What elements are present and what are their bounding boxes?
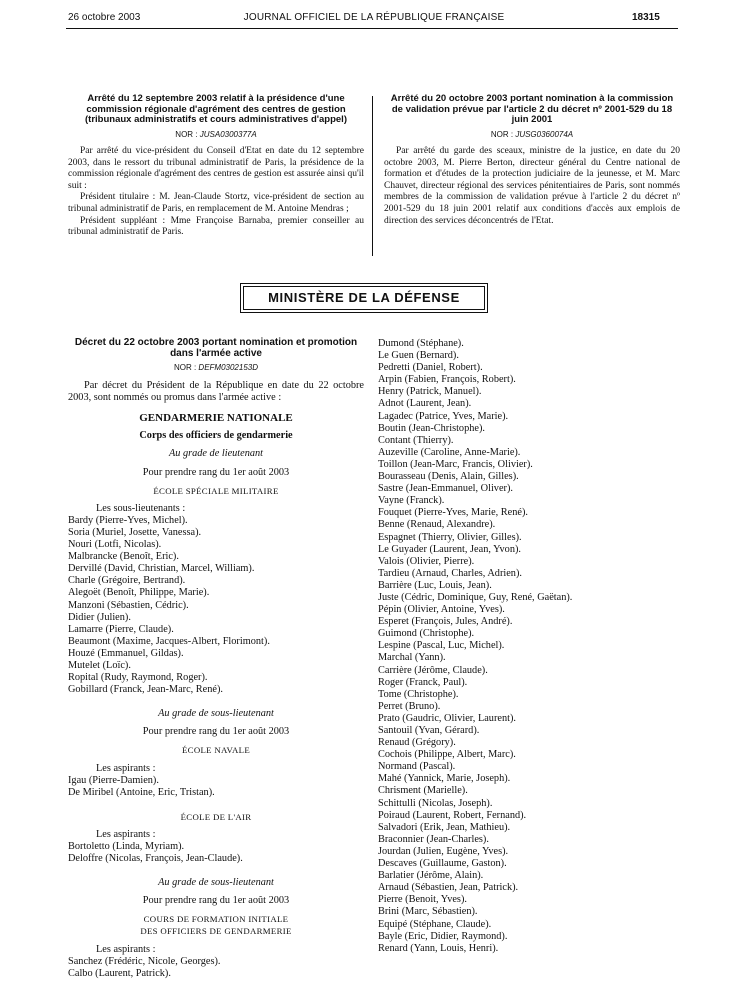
- list-item: Cochois (Philippe, Albert, Marc).: [378, 749, 516, 761]
- list-item: Benne (Renaud, Alexandre).: [378, 519, 496, 531]
- list-item: Prato (Gaudric, Olivier, Laurent).: [378, 712, 516, 724]
- list-item: Santouil (Yvan, Gérard).: [378, 725, 480, 736]
- list-item: Charle (Grégoire, Bertrand).: [68, 575, 186, 587]
- article-top-right: [384, 94, 680, 227]
- list-item: Le Guyader (Laurent, Jean, Yvon).: [378, 543, 521, 555]
- list-item: Poiraud (Laurent, Robert, Fernand).: [378, 809, 527, 821]
- school-heading: DES OFFICIERS DE GENDARMERIE: [140, 926, 292, 937]
- list-item: Ropital (Rudy, Raymond, Roger).: [68, 672, 208, 684]
- article-paragraph: Par arrêté du garde des sceaux, ministre de la justice, en date du 20 octobre 2003, M. Pierre Berton, directeur général du Centre national de formation et d'études de la protection judiciaire de la jeunesse, et M. Marc Chauvet, directeur régional des services pénitentiaires de Paris, sont nommés membres de la commission de validation prévue à l'article 2 du décret nº 2001-529 du 18 juin 2001 relatif aux conditions d'accès aux emplois de direction des services déconcentrés de l'Etat.: [384, 146, 680, 226]
- list-item: Bourasseau (Denis, Alain, Gilles).: [378, 471, 519, 483]
- decree-title: Décret du 22 octobre 2003 portant nomination et promotion dans l'armée active: [74, 337, 358, 359]
- list-item: Descaves (Guillaume, Gaston).: [378, 858, 507, 870]
- list-item: Esperet (François, Jules, André).: [378, 616, 513, 628]
- list-item: Dumond (Stéphane).: [378, 338, 464, 349]
- nor-reference: NOR : JUSG0360074A: [490, 129, 574, 139]
- list-item: Malbrancke (Benoît, Eric).: [68, 551, 179, 563]
- name-list: [68, 956, 364, 980]
- list-item: Barlatier (Jérôme, Alain).: [378, 870, 484, 882]
- list-item: Toillon (Jean-Marc, Francis, Olivier).: [378, 458, 533, 470]
- list-label: Les aspirants :: [96, 828, 156, 840]
- list-item: Calbo (Laurent, Patrick).: [68, 967, 171, 979]
- list-item: Pierre (Benoit, Yves).: [378, 894, 467, 906]
- list-item: Chrisment (Marielle).: [378, 785, 468, 797]
- list-item: Marchal (Yann).: [378, 652, 446, 664]
- list-label: Les aspirants :: [96, 762, 156, 774]
- list-item: Didier (Julien).: [68, 611, 131, 623]
- list-item: Le Guen (Bernard).: [378, 350, 459, 362]
- section-corps: Corps des officiers de gendarmerie: [139, 430, 293, 442]
- list-item: Renaud (Grégory).: [378, 737, 456, 749]
- list-item: Lagadec (Patrice, Yves, Marie).: [378, 410, 509, 422]
- article-title: Arrêté du 12 septembre 2003 relatif à la présidence d'une commission régionale d'agrément des centres de gestion (tribunaux administratifs et cours administratives d'appel): [85, 93, 347, 125]
- list-item: Fouquet (Pierre-Yves, Marie, René).: [378, 507, 528, 519]
- name-list: [378, 338, 678, 955]
- ministry-heading: MINISTÈRE DE LA DÉFENSE: [268, 290, 460, 305]
- name-list: [68, 515, 364, 696]
- header-rule: [66, 28, 678, 29]
- list-item: Auzeville (Caroline, Anne-Marie).: [378, 446, 521, 458]
- list-item: Alegoët (Benoît, Philippe, Marie).: [68, 587, 210, 599]
- name-list: [68, 775, 364, 799]
- list-label: Les sous-lieutenants :: [96, 502, 186, 514]
- list-item: Tardieu (Arnaud, Charles, Adrien).: [378, 567, 522, 579]
- header-date: 26 octobre 2003: [68, 12, 141, 23]
- list-item: Arnaud (Sébastien, Jean, Patrick).: [378, 882, 519, 894]
- list-item: Bortoletto (Linda, Myriam).: [68, 841, 185, 852]
- list-item: Roger (Franck, Paul).: [378, 676, 468, 688]
- nor-reference: NOR : DEFM0302153D: [173, 363, 259, 372]
- ministry-heading-box: [243, 286, 485, 310]
- list-item: Mahé (Yannick, Marie, Joseph).: [378, 773, 511, 785]
- list-item: Nouri (Lotfi, Nicolas).: [68, 539, 162, 551]
- list-item: Equipé (Stéphane, Claude).: [378, 918, 492, 930]
- list-item: Sastre (Jean-Emmanuel, Oliver).: [378, 483, 513, 495]
- list-item: Schittulli (Nicolas, Joseph).: [378, 797, 493, 809]
- article-paragraph: Président suppléant : Mme Françoise Barnaba, premier conseiller au tribunal administratif de Paris.: [68, 215, 364, 238]
- rank-date: Pour prendre rang du 1er août 2003: [142, 895, 290, 907]
- list-item: Renard (Yann, Louis, Henri).: [378, 942, 499, 954]
- list-item: Jourdan (Julien, Eugène, Yves).: [378, 845, 509, 857]
- list-item: Manzoni (Sébastien, Cédric).: [68, 599, 189, 611]
- grade-heading: Au grade de sous-lieutenant: [158, 708, 274, 720]
- list-label: Les aspirants :: [96, 943, 156, 955]
- name-list: [68, 841, 364, 865]
- list-item: Deloffre (Nicolas, François, Jean-Claude).: [68, 853, 243, 865]
- grade-heading: Au grade de lieutenant: [168, 448, 264, 460]
- list-item: Lamarre (Pierre, Claude).: [68, 623, 174, 635]
- list-item: Beaumont (Maxime, Jacques-Albert, Florimont).: [68, 635, 270, 647]
- list-item: Braconnier (Jean-Charles).: [378, 833, 489, 845]
- list-item: Lespine (Pascal, Luc, Michel).: [378, 640, 505, 652]
- list-item: Sanchez (Frédéric, Nicole, Georges).: [68, 955, 221, 967]
- list-item: Houzé (Emmanuel, Gildas).: [68, 647, 184, 659]
- school-heading: ÉCOLE SPÉCIALE MILITAIRE: [153, 485, 279, 496]
- list-item: Carrière (Jérôme, Claude).: [378, 664, 488, 676]
- list-item: De Miribel (Antoine, Eric, Tristan).: [68, 786, 215, 798]
- rank-date: Pour prendre rang du 1er août 2003: [142, 726, 290, 738]
- article-title: Arrêté du 20 octobre 2003 portant nomination à la commission de validation prévue par l'article 2 du décret nº 2001-529 du 18 juin 2001: [390, 93, 674, 125]
- list-item: Arpin (Fabien, François, Robert).: [378, 374, 516, 386]
- list-item: Tome (Christophe).: [378, 688, 459, 700]
- list-item: Pedretti (Daniel, Robert).: [378, 362, 483, 374]
- school-heading: ÉCOLE NAVALE: [181, 745, 251, 756]
- list-item: Mutelet (Loïc).: [68, 659, 131, 671]
- rank-date: Pour prendre rang du 1er août 2003: [142, 466, 290, 478]
- list-item: Igau (Pierre-Damien).: [68, 774, 159, 786]
- page-number: 18315: [632, 12, 660, 23]
- list-item: Valois (Olivier, Pierre).: [378, 555, 475, 567]
- school-heading: COURS DE FORMATION INITIALE: [143, 914, 289, 925]
- list-item: Dervillé (David, Christian, Marcel, William).: [68, 563, 255, 575]
- list-item: Salvadori (Erik, Jean, Mathieu).: [378, 821, 511, 833]
- decree-intro: Par décret du Président de la République en date du 22 octobre 2003, sont nommés ou promus dans l'armée active :: [68, 380, 364, 404]
- journal-title: JOURNAL OFFICIEL DE LA RÉPUBLIQUE FRANÇAISE: [243, 12, 505, 23]
- decree-column-left: [68, 338, 364, 980]
- list-item: Soria (Muriel, Josette, Vanessa).: [68, 526, 202, 538]
- list-item: Guimond (Christophe).: [378, 628, 475, 640]
- list-item: Vayne (Franck).: [378, 495, 445, 507]
- section-gendarmerie: GENDARMERIE NATIONALE: [139, 412, 293, 425]
- list-item: Juste (Cédric, Dominique, Guy, René, Gaëtan).: [378, 591, 573, 603]
- list-item: Adnot (Laurent, Jean).: [378, 398, 472, 410]
- list-item: Gobillard (Franck, Jean-Marc, René).: [68, 684, 223, 696]
- article-paragraph: Président titulaire : M. Jean-Claude Stortz, vice-président de section au tribunal administratif de Paris, en remplacement de M. Antoine Mendras ;: [68, 192, 364, 215]
- list-item: Perret (Bruno).: [378, 700, 441, 712]
- article-paragraph: Par arrêté du vice-président du Conseil d'Etat en date du 12 septembre 2003, dans le ressort du tribunal administratif de Paris, la présidence de la commission régionale d'agrément des centres de gestion est assurée ainsi qu'il suit :: [68, 146, 364, 191]
- list-item: Espagnet (Thierry, Olivier, Gilles).: [378, 531, 522, 543]
- column-divider: [372, 96, 373, 256]
- list-item: Pépin (Olivier, Antoine, Yves).: [378, 604, 505, 616]
- list-item: Contant (Thierry).: [378, 434, 454, 446]
- school-heading: ÉCOLE DE L'AIR: [180, 811, 252, 822]
- list-item: Barrière (Luc, Louis, Jean).: [378, 579, 492, 591]
- list-item: Bayle (Eric, Didier, Raymond).: [378, 930, 508, 942]
- list-item: Normand (Pascal).: [378, 761, 456, 773]
- decree-column-right: [378, 338, 678, 955]
- list-item: Henry (Patrick, Manuel).: [378, 386, 482, 398]
- list-item: Brini (Marc, Sébastien).: [378, 906, 478, 918]
- nor-reference: NOR : JUSA0300377A: [175, 129, 257, 139]
- list-item: Bardy (Pierre-Yves, Michel).: [68, 514, 188, 526]
- list-item: Boutin (Jean-Christophe).: [378, 422, 485, 434]
- article-top-left: [68, 94, 364, 239]
- grade-heading: Au grade de sous-lieutenant: [158, 877, 274, 889]
